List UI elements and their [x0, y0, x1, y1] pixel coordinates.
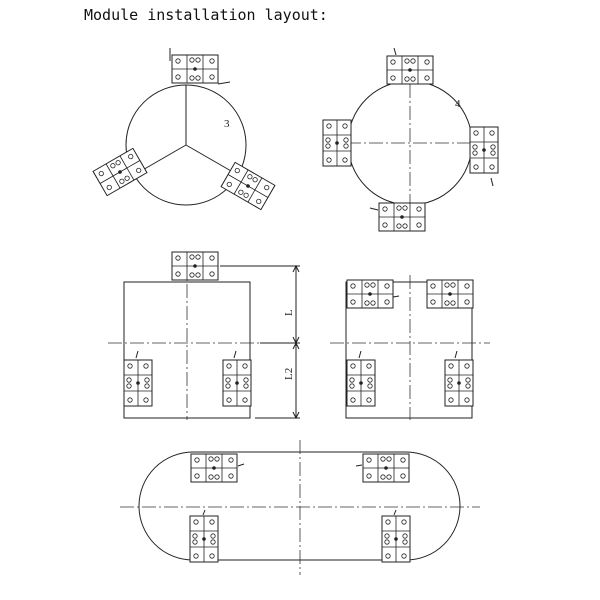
mounting-hole	[397, 206, 401, 210]
center-point	[212, 466, 216, 470]
mounting-hole	[327, 158, 331, 162]
mounting-hole	[211, 540, 215, 544]
mounting-hole	[411, 59, 415, 63]
mounting-hole	[401, 458, 405, 462]
mounting-hole	[417, 207, 421, 211]
mounting-hole	[386, 520, 390, 524]
mounting-hole	[210, 59, 214, 63]
mounting-hole	[227, 364, 231, 368]
mounting-hole	[417, 223, 421, 227]
mounting-hole	[210, 272, 214, 276]
layout-stadium-four	[120, 440, 480, 575]
mounting-hole	[215, 457, 219, 461]
module-pad	[347, 360, 375, 406]
mounting-hole	[176, 256, 180, 260]
mounting-hole	[176, 272, 180, 276]
mounting-hole	[196, 255, 200, 259]
mounting-hole	[226, 378, 230, 382]
mounting-hole	[243, 398, 247, 402]
mounting-hole	[368, 384, 372, 388]
center-point	[136, 381, 140, 385]
module-pad	[427, 280, 473, 308]
mounting-hole	[403, 534, 407, 538]
mounting-hole	[365, 283, 369, 287]
mounting-hole	[195, 458, 199, 462]
circle-label: 4	[455, 98, 461, 110]
mounting-hole	[210, 520, 214, 524]
mounting-hole	[381, 457, 385, 461]
mounting-hole	[405, 59, 409, 63]
circle-label: 3	[224, 118, 230, 130]
mounting-hole	[351, 284, 355, 288]
mounting-hole	[490, 131, 494, 135]
mounting-hole	[210, 554, 214, 558]
mounting-hole	[127, 384, 131, 388]
mounting-hole	[473, 151, 477, 155]
mounting-hole	[465, 398, 469, 402]
center-point	[408, 68, 412, 72]
mounting-hole	[431, 284, 435, 288]
module-pad	[387, 56, 433, 84]
mounting-hole	[431, 300, 435, 304]
mounting-hole	[402, 520, 406, 524]
layout-circle-three	[93, 48, 275, 210]
mounting-hole	[193, 540, 197, 544]
mounting-hole	[474, 131, 478, 135]
mounting-hole	[411, 77, 415, 81]
mounting-hole	[176, 59, 180, 63]
module-pad	[191, 454, 237, 482]
center-point	[368, 292, 372, 296]
mounting-hole	[403, 206, 407, 210]
mounting-hole	[385, 540, 389, 544]
mounting-hole	[327, 124, 331, 128]
mounting-hole	[350, 378, 354, 382]
mounting-hole	[365, 301, 369, 305]
dimension-label-l2: L2	[283, 367, 295, 380]
mounting-hole	[451, 301, 455, 305]
mounting-hole	[127, 378, 131, 382]
mounting-hole	[128, 364, 132, 368]
center-point	[448, 292, 452, 296]
center-point	[482, 148, 486, 152]
mounting-hole	[385, 534, 389, 538]
mounting-hole	[144, 364, 148, 368]
mounting-hole	[229, 458, 233, 462]
mounting-hole	[445, 301, 449, 305]
mounting-hole	[209, 457, 213, 461]
mounting-hole	[387, 457, 391, 461]
mounting-hole	[474, 165, 478, 169]
mounting-hole	[449, 364, 453, 368]
mounting-hole	[226, 384, 230, 388]
mounting-hole	[210, 256, 214, 260]
mounting-hole	[397, 224, 401, 228]
mounting-hole	[145, 378, 149, 382]
dimension-label-l: L	[283, 309, 295, 316]
mounting-hole	[350, 384, 354, 388]
center-point	[359, 381, 363, 385]
mounting-hole	[145, 384, 149, 388]
module-pad	[172, 55, 218, 83]
center-point	[457, 381, 461, 385]
mounting-hole	[465, 284, 469, 288]
center-point	[335, 141, 339, 145]
module-pad	[347, 280, 393, 308]
mounting-hole	[491, 145, 495, 149]
module-pad	[223, 360, 251, 406]
mounting-hole	[473, 145, 477, 149]
mounting-hole	[425, 76, 429, 80]
stadium-outline	[139, 452, 460, 560]
mounting-hole	[367, 474, 371, 478]
layout-circle-four	[323, 48, 500, 231]
mounting-hole	[343, 124, 347, 128]
mounting-hole	[196, 58, 200, 62]
mounting-hole	[383, 207, 387, 211]
mounting-hole	[448, 384, 452, 388]
mounting-hole	[215, 475, 219, 479]
mounting-hole	[229, 474, 233, 478]
mounting-hole	[244, 378, 248, 382]
mounting-hole	[466, 384, 470, 388]
module-pad	[190, 516, 218, 562]
mounting-hole	[195, 474, 199, 478]
mounting-hole	[196, 76, 200, 80]
mounting-hole	[448, 378, 452, 382]
module-pad	[445, 360, 473, 406]
mounting-hole	[391, 76, 395, 80]
module-pad	[124, 360, 152, 406]
mounting-hole	[210, 75, 214, 79]
mounting-hole	[367, 458, 371, 462]
mounting-hole	[190, 273, 194, 277]
mounting-hole	[491, 151, 495, 155]
center-point	[400, 215, 404, 219]
mounting-hole	[405, 77, 409, 81]
module-pad	[379, 203, 425, 231]
mounting-hole	[449, 398, 453, 402]
mounting-hole	[326, 144, 330, 148]
mounting-hole	[190, 255, 194, 259]
mounting-hole	[144, 398, 148, 402]
mounting-hole	[194, 554, 198, 558]
module-pad	[172, 252, 218, 280]
center-point	[384, 466, 388, 470]
module-pad	[470, 127, 498, 173]
mounting-hole	[466, 378, 470, 382]
mounting-hole	[344, 138, 348, 142]
mounting-hole	[351, 300, 355, 304]
mounting-hole	[385, 300, 389, 304]
center-point	[193, 264, 197, 268]
mounting-hole	[403, 540, 407, 544]
mounting-hole	[425, 60, 429, 64]
mounting-hole	[209, 475, 213, 479]
mounting-hole	[326, 138, 330, 142]
mounting-hole	[367, 364, 371, 368]
mounting-hole	[243, 364, 247, 368]
mounting-hole	[371, 283, 375, 287]
mounting-hole	[190, 76, 194, 80]
mounting-hole	[385, 284, 389, 288]
center-point	[193, 67, 197, 71]
mounting-hole	[391, 60, 395, 64]
center-point	[235, 381, 239, 385]
mounting-hole	[465, 364, 469, 368]
layout-rect-four	[330, 275, 490, 420]
module-pad	[323, 120, 351, 166]
mounting-hole	[403, 224, 407, 228]
mounting-hole	[194, 520, 198, 524]
mounting-hole	[244, 384, 248, 388]
mounting-hole	[128, 398, 132, 402]
center-point	[394, 537, 398, 541]
module-pad	[382, 516, 410, 562]
mounting-hole	[344, 144, 348, 148]
module-pad	[93, 148, 147, 195]
diagram-title: Module installation layout:	[84, 6, 328, 24]
mounting-hole	[387, 475, 391, 479]
mounting-hole	[176, 75, 180, 79]
center-point	[202, 537, 206, 541]
mounting-hole	[351, 364, 355, 368]
layout-rect-three	[108, 252, 300, 420]
mounting-hole	[465, 300, 469, 304]
mounting-hole	[371, 301, 375, 305]
mounting-hole	[193, 534, 197, 538]
mounting-hole	[490, 165, 494, 169]
mounting-hole	[343, 158, 347, 162]
mounting-hole	[190, 58, 194, 62]
mounting-hole	[367, 398, 371, 402]
module-pad	[363, 454, 409, 482]
mounting-hole	[402, 554, 406, 558]
mounting-hole	[211, 534, 215, 538]
mounting-hole	[351, 398, 355, 402]
mounting-hole	[451, 283, 455, 287]
mounting-hole	[386, 554, 390, 558]
mounting-hole	[368, 378, 372, 382]
mounting-hole	[381, 475, 385, 479]
mounting-hole	[196, 273, 200, 277]
mounting-hole	[445, 283, 449, 287]
mounting-hole	[401, 474, 405, 478]
mounting-hole	[383, 223, 387, 227]
mounting-hole	[227, 398, 231, 402]
